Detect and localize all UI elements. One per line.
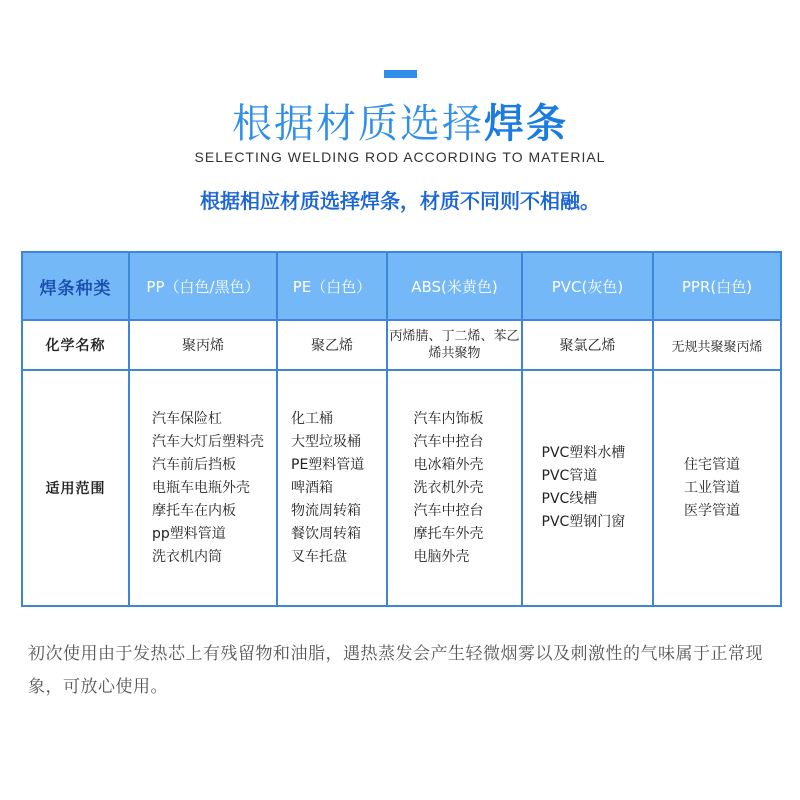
- title-highlight: 焊条: [484, 101, 568, 147]
- scope-item: 汽车保险杠: [152, 410, 222, 427]
- scope-item: 汽车中控台: [413, 502, 484, 519]
- chem-cell: 聚乙烯: [277, 320, 387, 370]
- scope-cell: [277, 370, 387, 606]
- scope-item: 电冰箱外壳: [413, 456, 484, 473]
- scope-item: 化工桶: [291, 410, 333, 427]
- scope-item: 汽车大灯后塑料壳: [152, 433, 264, 450]
- scope-item: PVC管道: [541, 468, 598, 484]
- scope-cell: [387, 370, 522, 606]
- scope-cell: [522, 370, 653, 606]
- column-header: PE（白色）: [277, 252, 387, 320]
- scope-item: PVC塑钢门窗: [541, 514, 626, 530]
- scope-item: 叉车托盘: [291, 548, 347, 565]
- table-header-row: [22, 252, 781, 320]
- scope-item: 医学管道: [684, 502, 740, 519]
- scope-item: 工业管道: [684, 479, 740, 496]
- scope-item: 啤酒箱: [291, 479, 333, 496]
- chem-cell: 聚丙烯: [129, 320, 277, 370]
- scope-item: PVC线槽: [541, 491, 598, 507]
- scope-item: 汽车中控台: [413, 433, 484, 450]
- scope-cell: [129, 370, 277, 606]
- scope-item: 洗衣机内筒: [152, 548, 222, 565]
- chem-cell: 聚氯乙烯: [522, 320, 653, 370]
- row-label-scope: 适用范围: [22, 370, 129, 606]
- scope-item: PVC塑料水槽: [541, 445, 626, 461]
- page-subtitle: SELECTING WELDING ROD ACCORDING TO MATERIAL: [194, 149, 606, 165]
- scope-item: 餐饮周转箱: [291, 525, 361, 542]
- scope-item: 洗衣机外壳: [413, 479, 484, 496]
- table-row-scope: [22, 370, 781, 606]
- table-row-chemical: [22, 320, 781, 370]
- row-label-type: 焊条种类: [22, 252, 129, 320]
- material-table: [21, 251, 782, 607]
- row-label-chemical: 化学名称: [22, 320, 129, 370]
- scope-item: pp塑料管道: [152, 525, 226, 542]
- scope-item: 摩托车在内板: [152, 502, 236, 519]
- scope-item: 住宅管道: [684, 456, 740, 473]
- column-header: PVC(灰色): [522, 252, 653, 320]
- scope-item: 摩托车外壳: [413, 525, 484, 542]
- scope-item: 大型垃圾桶: [291, 433, 361, 450]
- scope-item: 电脑外壳: [413, 548, 470, 565]
- scope-item: 物流周转箱: [291, 502, 361, 519]
- column-header: PPR(白色): [653, 252, 781, 320]
- chem-cell: 丙烯腈、丁二烯、苯乙烯共聚物: [387, 320, 522, 370]
- scope-item: 汽车前后挡板: [152, 456, 236, 473]
- page-title: [0, 98, 800, 150]
- chem-cell: 无规共聚聚丙烯: [653, 320, 781, 370]
- column-header: PP（白色/黑色）: [129, 252, 277, 320]
- scope-cell: [653, 370, 781, 606]
- accent-bar: [384, 70, 417, 78]
- scope-item: 电瓶车电瓶外壳: [152, 479, 250, 496]
- title-main: 根据材质选择: [232, 101, 484, 147]
- scope-item: PE塑料管道: [291, 456, 365, 473]
- scope-item: 汽车内饰板: [413, 410, 484, 427]
- usage-note: 初次使用由于发热芯上有残留物和油脂，遇热蒸发会产生轻微烟雾以及刺激性的气味属于正常现象，可放心使用。: [28, 644, 763, 697]
- tagline: 根据相应材质选择焊条，材质不同则不相融。: [200, 189, 600, 213]
- column-header: ABS(米黄色): [387, 252, 522, 320]
